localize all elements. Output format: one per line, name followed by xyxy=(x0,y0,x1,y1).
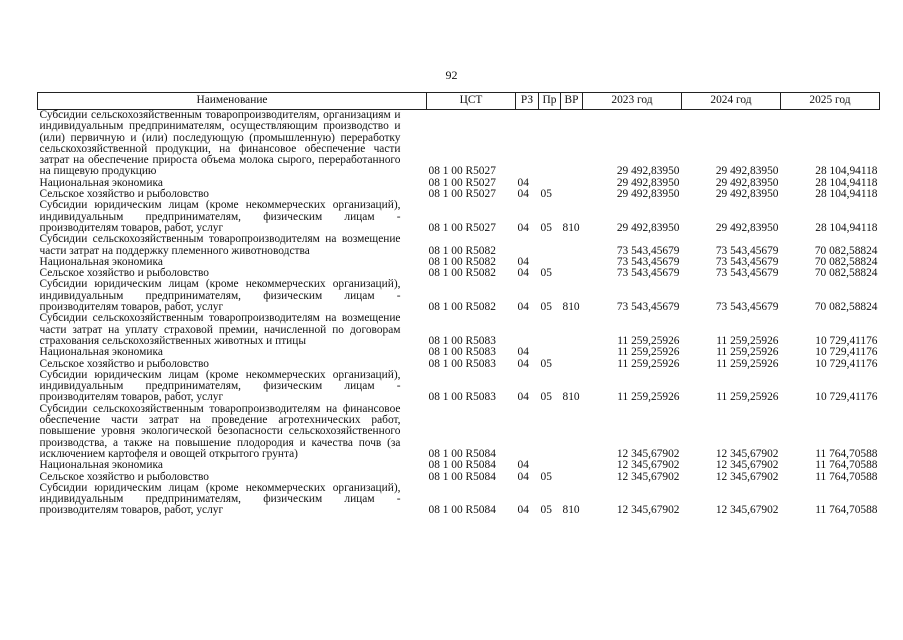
cell-rz xyxy=(516,313,539,347)
cell-rz: 04 xyxy=(517,221,529,234)
cell-vr xyxy=(561,404,583,460)
table-row xyxy=(38,313,880,347)
cell-name: Национальная экономика xyxy=(39,176,163,189)
cell-name: Национальная экономика xyxy=(39,459,163,472)
header-2024: 2024 год xyxy=(682,93,781,110)
cell-pr: 05 xyxy=(540,470,552,483)
cell-rz: 04 xyxy=(517,357,529,370)
budget-table xyxy=(37,92,880,517)
cell-2023: 12 345,67902 xyxy=(616,447,680,460)
cell-2025: 28 104,94118 xyxy=(815,221,878,234)
cell-pr xyxy=(539,404,561,460)
cell-vr xyxy=(561,268,583,279)
cell-name: Субсидии сельскохозяйственным товаропроизводителям на возмещение части затрат на уплату страховой премии, начисленной по договорам страхования сельскохозяйственных животных и птицы xyxy=(39,312,401,347)
table-row xyxy=(38,483,880,517)
cell-pr xyxy=(539,347,561,358)
cell-2024: 12 345,67902 xyxy=(715,504,779,517)
cell-vr xyxy=(561,472,583,483)
table-body xyxy=(38,110,880,517)
cell-rz: 04 xyxy=(517,391,529,404)
cell-2024: 12 345,67902 xyxy=(715,459,779,472)
header-cst: ЦСТ xyxy=(427,93,516,110)
cell-2024: 73 543,45679 xyxy=(715,255,779,268)
cell-2025: 11 764,70588 xyxy=(815,470,878,483)
header-vr: ВР xyxy=(561,93,583,110)
cell-2023: 12 345,67902 xyxy=(616,470,680,483)
cell-cst: 08 1 00 R5082 xyxy=(428,244,496,257)
cell-cst: 08 1 00 R5027 xyxy=(428,176,496,189)
cell-vr xyxy=(561,234,583,257)
header-name: Наименование xyxy=(38,93,427,110)
cell-2024: 29 492,83950 xyxy=(715,188,779,201)
cell-rz: 04 xyxy=(517,188,529,201)
cell-cst: 08 1 00 R5027 xyxy=(428,221,496,234)
cell-vr: 810 xyxy=(562,301,580,314)
cell-vr xyxy=(561,189,583,200)
cell-2024: 11 259,25926 xyxy=(716,357,779,370)
cell-vr xyxy=(561,460,583,471)
cell-2025: 70 082,58824 xyxy=(814,244,878,257)
cell-rz: 04 xyxy=(517,346,529,359)
cell-2025: 70 082,58824 xyxy=(814,255,878,268)
cell-2023: 11 259,25926 xyxy=(617,346,680,359)
cell-cst: 08 1 00 R5082 xyxy=(428,301,496,314)
cell-vr: 810 xyxy=(562,504,580,517)
cell-name: Субсидии сельскохозяйственным товаропроизводителям на возмещение части затрат на поддержку племенного животноводства xyxy=(39,233,401,257)
cell-2025: 70 082,58824 xyxy=(814,301,878,314)
cell-cst: 08 1 00 R5084 xyxy=(428,459,496,472)
cell-cst: 08 1 00 R5083 xyxy=(428,391,496,404)
cell-2025: 10 729,41176 xyxy=(815,357,878,370)
cell-vr: 810 xyxy=(562,391,580,404)
cell-cst: 08 1 00 R5084 xyxy=(428,470,496,483)
page-number: 92 xyxy=(445,68,458,82)
cell-2024: 29 492,83950 xyxy=(715,165,779,178)
cell-2024: 11 259,25926 xyxy=(716,391,779,404)
cell-2023: 73 543,45679 xyxy=(616,255,680,268)
cell-2024: 29 492,83950 xyxy=(715,176,779,189)
cell-name: Субсидии юридическим лицам (кроме некоммерческих организаций), индивидуальным предпринимателям, физическим лицам - производителям товаров, работ, услуг xyxy=(39,278,401,314)
cell-2024: 11 259,25926 xyxy=(716,334,779,347)
cell-name: Субсидии юридическим лицам (кроме некоммерческих организаций), индивидуальным предпринимателям, физическим лицам - производителям товаров, работ, услуг xyxy=(39,481,401,517)
table-row xyxy=(38,279,880,313)
cell-cst: 08 1 00 R5083 xyxy=(428,334,496,347)
cell-name: Сельское хозяйство и рыболовство xyxy=(39,470,209,483)
cell-cst: 08 1 00 R5082 xyxy=(428,255,496,268)
cell-pr: 05 xyxy=(540,188,552,201)
cell-name: Сельское хозяйство и рыболовство xyxy=(39,267,209,280)
cell-2023: 29 492,83950 xyxy=(616,176,680,189)
header-2023: 2023 год xyxy=(583,93,682,110)
table-row xyxy=(38,347,880,358)
cell-pr: 05 xyxy=(540,301,552,314)
cell-rz xyxy=(516,234,539,257)
table-row xyxy=(38,110,880,178)
cell-pr xyxy=(539,110,561,178)
cell-pr: 05 xyxy=(540,504,552,517)
cell-cst: 08 1 00 R5083 xyxy=(428,357,496,370)
cell-2025: 10 729,41176 xyxy=(815,334,878,347)
cell-rz: 04 xyxy=(517,459,529,472)
cell-name: Субсидии сельскохозяйственным товаропроизводителям на финансовое обеспечение части затрат на проведение агротехнических работ, повышение уровня экологической безопасности сельскохозяйственного производства, а также на повышение плодородия и качества почв (за исключением картофеля и овощей открытого грунта) xyxy=(39,402,401,460)
cell-pr: 05 xyxy=(540,391,552,404)
cell-cst: 08 1 00 R5027 xyxy=(428,188,496,201)
cell-cst: 08 1 00 R5084 xyxy=(428,447,496,460)
cell-2025: 28 104,94118 xyxy=(815,176,878,189)
table-header-row xyxy=(38,93,880,110)
cell-name: Субсидии юридическим лицам (кроме некоммерческих организаций), индивидуальным предпринимателям, физическим лицам - производителям товаров, работ, услуг xyxy=(39,199,401,234)
cell-vr: 810 xyxy=(562,221,580,234)
cell-2023: 29 492,83950 xyxy=(616,165,680,178)
cell-2025: 11 764,70588 xyxy=(815,447,878,460)
header-2025: 2025 год xyxy=(781,93,880,110)
cell-cst: 08 1 00 R5082 xyxy=(428,267,496,280)
cell-2024: 12 345,67902 xyxy=(715,447,779,460)
cell-rz: 04 xyxy=(517,255,529,268)
cell-vr xyxy=(561,257,583,268)
cell-2024: 73 543,45679 xyxy=(715,301,779,314)
cell-2023: 29 492,83950 xyxy=(616,221,680,234)
cell-pr: 05 xyxy=(540,357,552,370)
cell-2023: 73 543,45679 xyxy=(616,301,680,314)
cell-2023: 12 345,67902 xyxy=(616,459,680,472)
cell-rz: 04 xyxy=(517,267,529,280)
cell-pr xyxy=(539,460,561,471)
cell-cst: 08 1 00 R5027 xyxy=(428,165,496,178)
header-rz: РЗ xyxy=(516,93,539,110)
cell-name: Субсидии юридическим лицам (кроме некоммерческих организаций), индивидуальным предпринимателям, физическим лицам - производителям товаров, работ, услуг xyxy=(39,368,401,404)
cell-2024: 11 259,25926 xyxy=(716,346,779,359)
cell-2024: 73 543,45679 xyxy=(715,244,779,257)
cell-rz: 04 xyxy=(517,504,529,517)
table-row xyxy=(38,460,880,471)
cell-name: Национальная экономика xyxy=(39,255,163,268)
cell-2023: 11 259,25926 xyxy=(617,357,680,370)
cell-2025: 10 729,41176 xyxy=(815,346,878,359)
cell-vr xyxy=(561,110,583,178)
cell-cst: 08 1 00 R5084 xyxy=(428,504,496,517)
cell-2023: 11 259,25926 xyxy=(617,391,680,404)
cell-2024: 29 492,83950 xyxy=(715,221,779,234)
cell-name: Национальная экономика xyxy=(39,346,163,359)
cell-2025: 28 104,94118 xyxy=(815,165,878,178)
cell-pr xyxy=(539,234,561,257)
cell-pr xyxy=(539,313,561,347)
cell-vr xyxy=(561,178,583,189)
cell-2023: 29 492,83950 xyxy=(616,188,680,201)
cell-rz: 04 xyxy=(517,176,529,189)
cell-2023: 73 543,45679 xyxy=(616,267,680,280)
cell-name: Сельское хозяйство и рыболовство xyxy=(39,357,209,370)
cell-pr: 05 xyxy=(540,221,552,234)
cell-2025: 11 764,70588 xyxy=(815,504,878,517)
cell-rz: 04 xyxy=(517,470,529,483)
cell-vr xyxy=(561,313,583,347)
cell-vr xyxy=(561,359,583,370)
cell-2025: 11 764,70588 xyxy=(815,459,878,472)
header-pr: Пр xyxy=(539,93,561,110)
cell-cst: 08 1 00 R5083 xyxy=(428,346,496,359)
cell-2025: 70 082,58824 xyxy=(814,267,878,280)
cell-name: Субсидии сельскохозяйственным товаропроизводителям, организациям и индивидуальным предпринимателям, осуществляющим производство и (или) первичную и (или) последующую (промышленную) переработку сельскохозяйственной продукции, на финансовое обеспечение части затрат на обеспечение прироста объема молока сырого, переработанного на пищевую продукцию xyxy=(39,109,401,178)
cell-name: Сельское хозяйство и рыболовство xyxy=(39,188,209,201)
cell-rz xyxy=(516,110,539,178)
table-row xyxy=(38,370,880,404)
cell-rz xyxy=(516,404,539,460)
cell-2024: 12 345,67902 xyxy=(715,470,779,483)
cell-vr xyxy=(561,347,583,358)
cell-2025: 28 104,94118 xyxy=(815,188,878,201)
cell-rz: 04 xyxy=(517,301,529,314)
cell-2023: 12 345,67902 xyxy=(616,504,680,517)
cell-pr: 05 xyxy=(540,267,552,280)
cell-2024: 73 543,45679 xyxy=(715,267,779,280)
cell-2023: 73 543,45679 xyxy=(616,244,680,257)
cell-2025: 10 729,41176 xyxy=(815,391,878,404)
cell-2023: 11 259,25926 xyxy=(617,334,680,347)
table-row xyxy=(38,200,880,234)
table-row xyxy=(38,404,880,460)
table-row xyxy=(38,234,880,257)
